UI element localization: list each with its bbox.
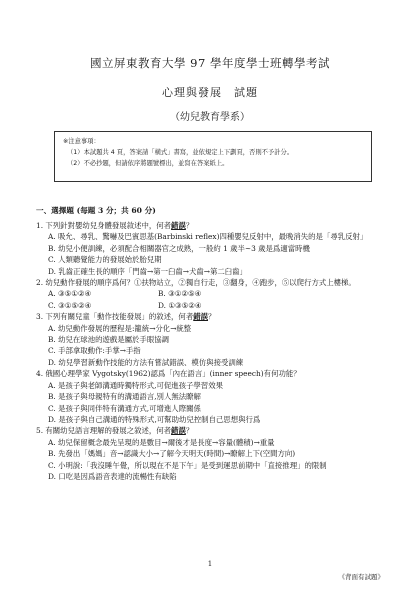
- option-c: C. 是孩子與同伴特有溝通方式,可增進人際關係: [48, 403, 201, 413]
- option-a: A. 是孩子與老師溝通時獨特形式,可促進孩子學習效果: [48, 380, 223, 390]
- notice-box: [54, 131, 372, 182]
- option-d: D. 口吃是因爲語音表達的流暢性有缺陷: [48, 471, 177, 481]
- exam-department: （幼兒教育學系）: [170, 112, 250, 123]
- option-c: C. ③①⑤②④: [48, 300, 92, 310]
- option-a: A. ③⑤①②④: [48, 289, 92, 299]
- question-stem: 2. 幼兒動作發展的順序爲何？①扶物站立，②獨自行走，③翻身，④跑步，⑤以爬行方式上樓梯。: [36, 278, 356, 288]
- notice-line-1: （1）本試題共 4 頁，答案請「橫式」書寫，並依規定上下劃頁，否則不予計分。: [67, 149, 294, 156]
- option-a: A. 幼兒動作發展的歷程是:籠統→分化→統整: [48, 323, 192, 333]
- option-b: B. 是孩子與母親特有的溝通語言,別人無法瞭解: [48, 392, 201, 402]
- question-stem: 1. 下列針對嬰幼兒身體發展敘述中，何者錯誤？: [36, 221, 194, 230]
- emphasis-word: 錯誤: [171, 426, 186, 436]
- option-row: [36, 300, 396, 311]
- page-number: 1: [207, 560, 213, 568]
- option-d: D. 乳齒正確生長的順序「門齒→第一臼齒→犬齒→第二臼齒」: [48, 266, 247, 276]
- question-list: [36, 220, 396, 482]
- option-b: B. 先發出「媽媽」音→認識大小→了解今天明天(時間)→瞭解上下(空間方向): [48, 449, 296, 459]
- option-d: D. 是孩子與自己溝通的特殊形式,可幫助幼兒控制自己思想與行爲: [48, 414, 261, 424]
- question-2: [36, 277, 396, 311]
- question-1: [36, 220, 396, 277]
- question-4: [36, 368, 396, 425]
- notice-heading: ※注意事項：: [63, 138, 100, 145]
- emphasis-word: 錯誤: [193, 312, 209, 322]
- option-a: A. 吸允、尋乳、驚嚇及巴賓思基(Barbinski reflex)四種嬰兒反射中，最晚消失的是「尋乳反射」: [48, 232, 368, 242]
- notice-line-2: （2）不必抄題，但請依序將題號標出，並寫在答案紙上。: [67, 160, 229, 167]
- question-stem: 4. 俄國心理學家 Vygotsky(1962)認爲「內在語言」(inner speech)有何功能？: [36, 369, 301, 379]
- section-title: 一、選擇題 (每題 3 分；共 60 分): [36, 206, 156, 215]
- question-5: [36, 425, 396, 482]
- option-d: D. ①③⑤②④: [158, 300, 202, 310]
- emphasis-word: 錯誤: [171, 221, 186, 230]
- option-a: A. 幼兒保留概念最先呈現的是數目→爾後才是長度→容量(體積)→重量: [48, 437, 275, 447]
- exam-title: 國立屏東教育大學 97 學年度學士班轉學考試: [90, 56, 330, 70]
- question-3: [36, 311, 396, 368]
- option-b: B. 幼兒小便訓練，必須配合相關器官之成熟，一般約 1 歲半~3 歲是爲適當時機: [48, 243, 310, 253]
- question-stem: 3. 下列有關兒童「動作技能發展」的敘述，何者錯誤？: [36, 312, 216, 322]
- option-c: C. 手部拿取動作:手掌→手指: [48, 346, 141, 356]
- question-stem: 5. 有關幼兒語言理解的發展之敘述，何者錯誤？: [36, 426, 194, 436]
- option-d: D. 幼兒學習新動作技能的方法有嘗試錯誤、模仿與接受訓練: [48, 357, 244, 367]
- option-b: B. ③①②⑤④: [158, 289, 202, 299]
- option-row: [36, 288, 396, 299]
- exam-subject: 心理與發展 試題: [162, 86, 258, 99]
- option-c: C. 小明說:「我沒睡午覺，所以現在不是下午」是受到運思前期中「直接推理」的限制: [48, 460, 327, 470]
- next-page-note: 《背面有試題》: [338, 573, 384, 581]
- option-b: B. 幼兒在球池的遊戲是屬於手眼協調: [48, 335, 169, 345]
- option-c: C. 人類聽覺能力的發展始於胎兒期: [48, 255, 162, 265]
